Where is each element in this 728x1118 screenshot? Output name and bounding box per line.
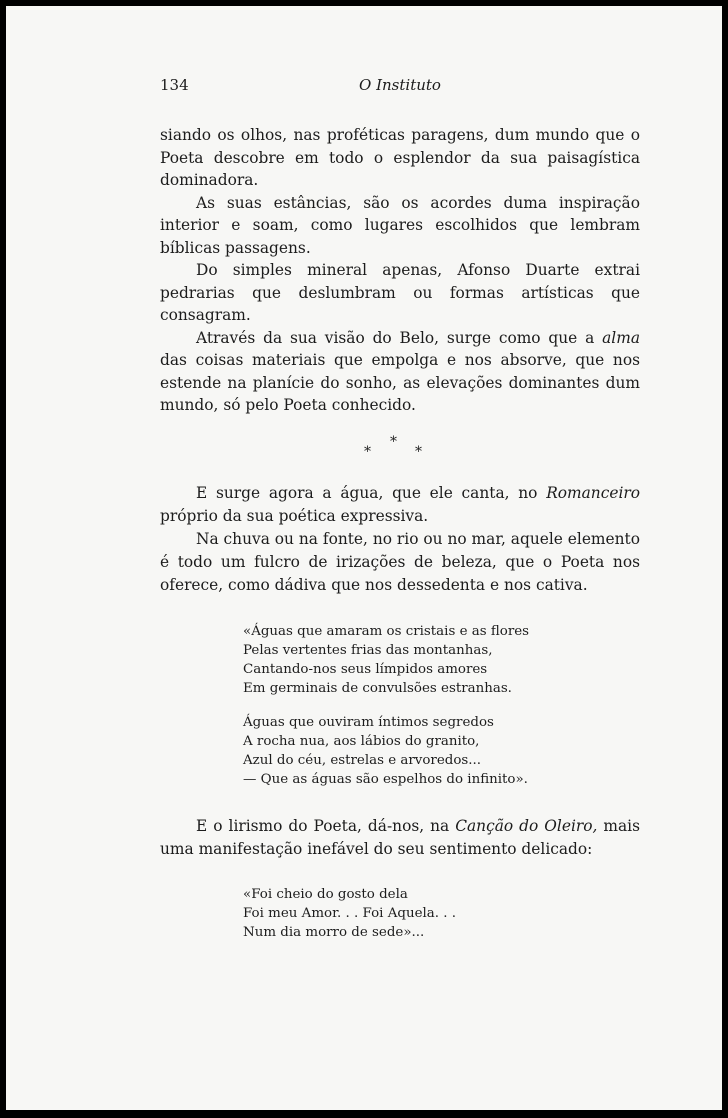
paragraph-5-text-a: E surge agora a água, que ele canta, no: [196, 484, 547, 502]
verse-line: «Foi cheio do gosto dela: [243, 887, 408, 902]
paragraph-1: siando os olhos, nas proféticas paragens, dum mundo que o Poeta descobre em todo o esplendor da sua paisagística dominadora.: [160, 126, 640, 189]
verse-line: Num dia morro de sede»...: [243, 925, 425, 940]
verse-line: Pelas vertentes frias das montanhas,: [243, 643, 493, 658]
running-title: O Instituto: [359, 76, 441, 94]
separator-star-right: *: [415, 444, 422, 460]
verse-stanza-1: [243, 622, 529, 698]
paragraph-4: [160, 327, 640, 417]
paragraph-7-text-b: mais uma manifestação inefável do seu sentimento delicado:: [160, 817, 640, 858]
paragraph-7: [160, 815, 640, 861]
page-number: 134: [160, 76, 189, 94]
section-separator: [355, 434, 445, 464]
verse-line: Em germinais de convulsões estranhas.: [243, 681, 512, 696]
paragraph-3: Do simples mineral apenas, Afonso Duarte extrai pedrarias que deslumbram ou formas artísticas que consagram.: [160, 261, 640, 324]
paragraph-4-italic: alma: [602, 328, 640, 347]
verse-line: — Que as águas são espelhos do infinito».: [243, 772, 528, 787]
section-3: [160, 815, 640, 861]
verse-line: Foi meu Amor. . . Foi Aquela. . .: [243, 906, 457, 921]
paragraph-5: [160, 482, 640, 528]
paragraph-7-text-a: E o lirismo do Poeta, dá-nos, na: [196, 817, 456, 835]
verse-line: Águas que ouviram íntimos segredos: [243, 715, 494, 730]
section-2: [160, 482, 640, 597]
body-text: [160, 124, 640, 417]
verse-line: «Águas que amaram os cristais e as flores: [243, 624, 530, 639]
verse-line: Cantando-nos seus límpidos amores: [243, 662, 488, 677]
paragraph-5-text-b: próprio da sua poética expressiva.: [160, 507, 429, 525]
paragraph-7-italic: Canção do Oleiro,: [455, 817, 598, 835]
paragraph-6: Na chuva ou na fonte, no rio ou no mar, aquele elemento é todo um fulcro de irizações de beleza, que o Poeta nos oferece, como dádiva que nos dessedenta e nos cativa.: [160, 530, 640, 594]
verse-line: A rocha nua, aos lábios do granito,: [243, 734, 480, 749]
paragraph-4-text-a: Através da sua visão do Belo, surge como que a: [196, 328, 603, 347]
verse-stanza-2: [243, 713, 528, 789]
separator-star-top: *: [390, 434, 397, 450]
paragraph-4-text-b: das coisas materiais que empolga e nos absorve, que nos estende na planície do sonho, as elevações dominantes dum mundo, só pelo Poeta conhecido.: [160, 351, 640, 414]
verse-line: Azul do céu, estrelas e arvoredos...: [243, 753, 482, 768]
separator-star-left: *: [364, 444, 371, 460]
verse-stanza-3: [243, 885, 456, 942]
paragraph-2: As suas estâncias, são os acordes duma inspiração interior e soam, como lugares escolhidos que lembram bíblicas passagens.: [160, 193, 640, 257]
paragraph-5-italic: Romanceiro: [546, 484, 640, 502]
